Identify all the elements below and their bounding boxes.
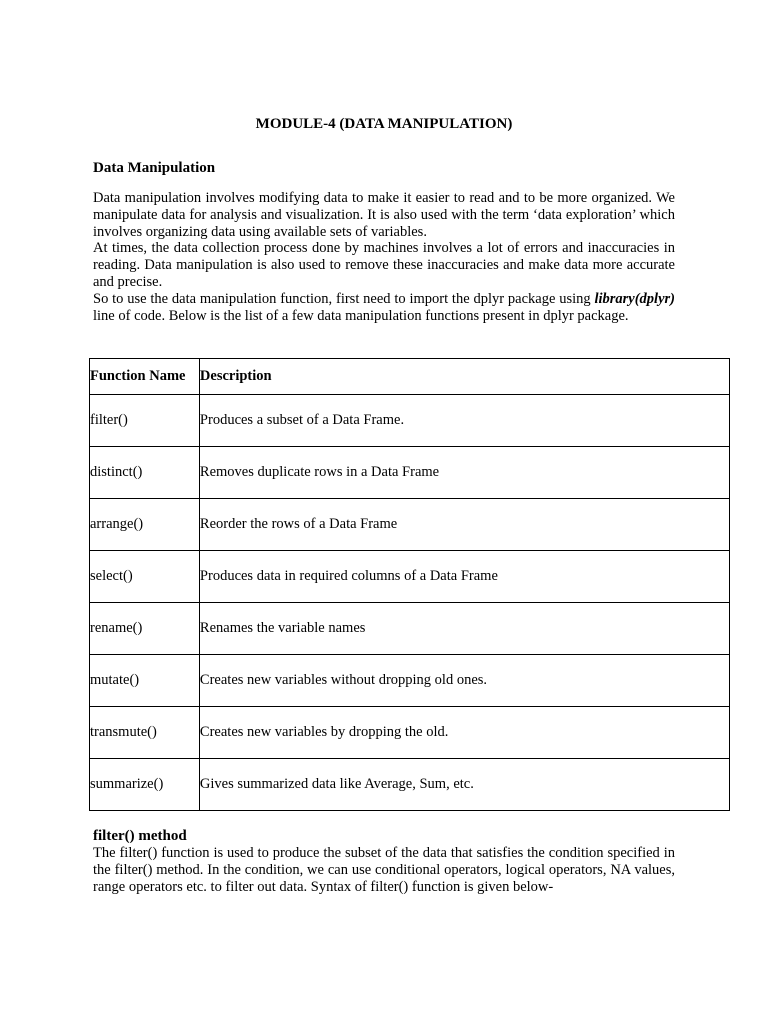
table-row [90, 551, 730, 603]
module-title: MODULE-4 (DATA MANIPULATION) [255, 116, 513, 132]
function-description-cell: Produces data in required columns of a Data Frame [199, 551, 729, 603]
function-description-cell: Creates new variables without dropping old ones. [199, 655, 729, 707]
table-row [90, 759, 730, 811]
table-row [90, 707, 730, 759]
function-description-cell: Produces a subset of a Data Frame. [199, 395, 729, 447]
function-description-cell: Gives summarized data like Average, Sum, etc. [199, 759, 729, 811]
table-row [90, 603, 730, 655]
table-row [90, 655, 730, 707]
library-paragraph [93, 291, 675, 325]
intro-paragraph: At times, the data collection process done by machines involves a lot of errors and inaccuracies in reading. Data manipulation is also used to remove these inaccuracies and make data more accurate and precise. [93, 240, 675, 290]
function-table [89, 358, 730, 811]
function-name-cell: arrange() [90, 499, 200, 551]
function-name-cell: summarize() [90, 759, 200, 811]
table-row [90, 395, 730, 447]
function-name-cell: select() [90, 551, 200, 603]
function-description-cell: Removes duplicate rows in a Data Frame [199, 447, 729, 499]
table-header-row [90, 359, 730, 395]
function-name-cell: filter() [90, 395, 200, 447]
library-text-after: line of code. Below is the list of a few data manipulation functions present in dplyr package. [93, 307, 629, 324]
function-description-cell: Creates new variables by dropping the old. [199, 707, 729, 759]
function-name-cell: transmute() [90, 707, 200, 759]
library-text-before: So to use the data manipulation function, first need to import the dplyr package using [93, 290, 595, 307]
table-row [90, 447, 730, 499]
filter-method-heading: filter() method [93, 828, 187, 844]
function-description-cell: Renames the variable names [199, 603, 729, 655]
function-name-cell: mutate() [90, 655, 200, 707]
filter-method-body: The filter() function is used to produce the subset of the data that satisfies the condition specified in the filter() method. In the condition, we can use conditional operators, logical operators, NA values, range operators etc. to filter out data. Syntax of filter() function is given below- [93, 845, 675, 895]
table-row [90, 499, 730, 551]
function-name-cell: distinct() [90, 447, 200, 499]
header-description: Description [199, 359, 729, 395]
header-function-name: Function Name [90, 359, 200, 395]
function-name-cell: rename() [90, 603, 200, 655]
intro-paragraph: Data manipulation involves modifying data to make it easier to read and to be more organized. We manipulate data for analysis and visualization. It is also used with the term ‘data exploration’ which involves organizing data using available sets of variables. [93, 190, 675, 240]
section-heading: Data Manipulation [93, 160, 216, 176]
library-code: library(dplyr) [594, 290, 675, 307]
function-description-cell: Reorder the rows of a Data Frame [199, 499, 729, 551]
intro-text [93, 190, 675, 324]
